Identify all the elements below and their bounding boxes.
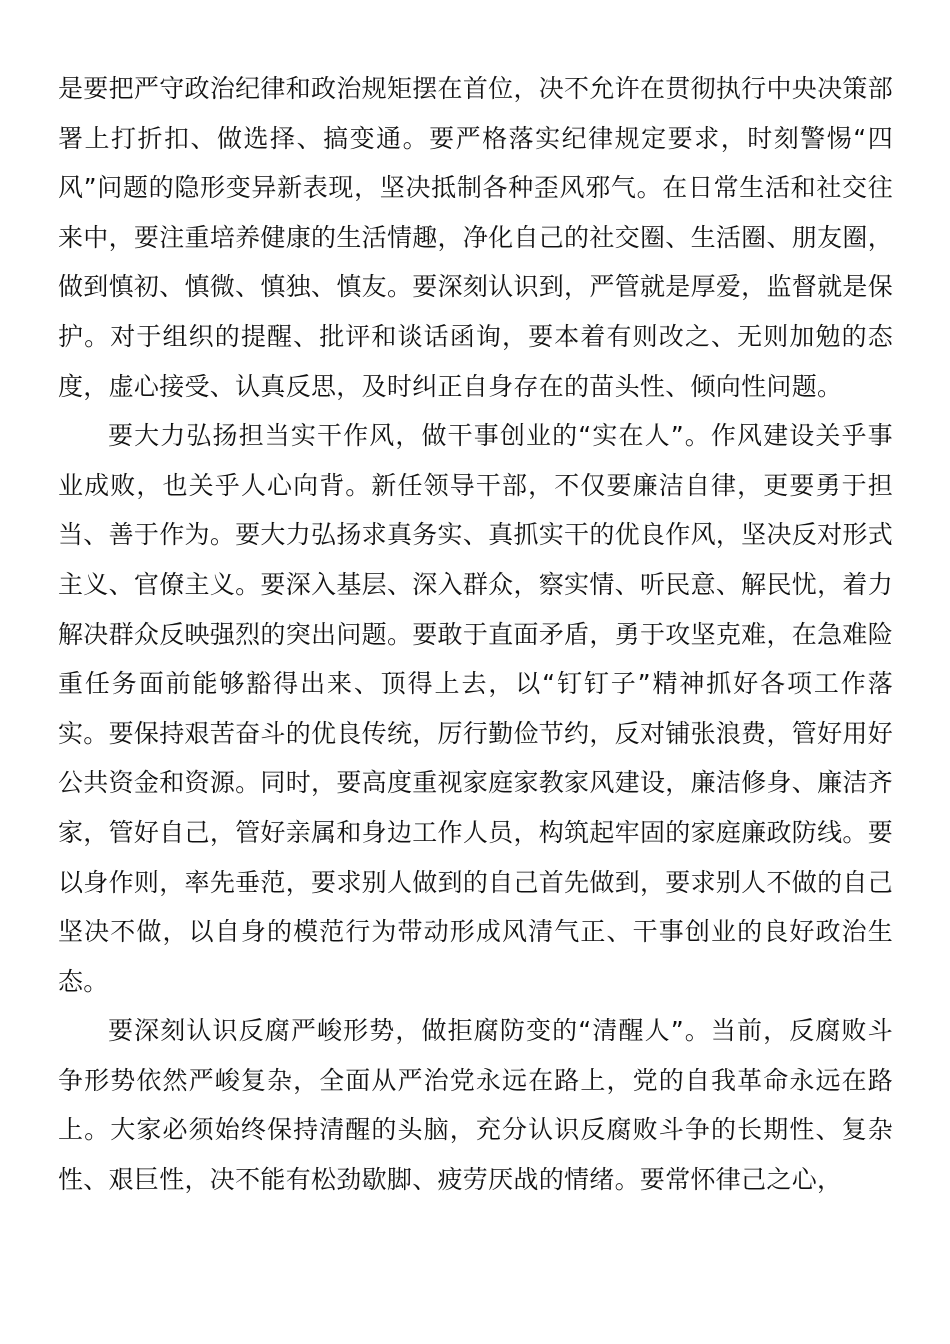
paragraph-continued: 是要把严守政治纪律和政治规矩摆在首位，决不允许在贯彻执行中央决策部署上打折扣、做选择、搞变通。要严格落实纪律规定要求，时刻警惕“四风”问题的隐形变异新表现，坚决抵制各种歪风邪气。在日常生活和社交往来中，要注重培养健康的生活情趣，净化自己的社交圈、生活圈、朋友圈，做到慎初、慎微、慎独、慎友。要深刻认识到，严管就是厚爱，监督就是保护。对于组织的提醒、批评和谈话函询，要本着有则改之、无则加勉的态度，虚心接受、认真反思，及时纠正自身存在的苗头性、倾向性问题。 (58, 74, 893, 401)
paragraph-work-style: 要大力弘扬担当实干作风，做干事创业的“实在人”。作风建设关乎事业成败，也关乎人心向背。新任领导干部，不仅要廉洁自律，更要勇于担当、善于作为。要大力弘扬求真务实、真抓实干的优良作风，坚决反对形式主义、官僚主义。要深入基层、深入群众，察实情、听民意、解民忧，着力解决群众反映强烈的突出问题。要敢于直面矛盾，勇于攻坚克难，在急难险重任务面前能够豁得出来、顶得上去，以“钉钉子”精神抓好各项工作落实。要保持艰苦奋斗的优良传统，厉行勤俭节约，反对铺张浪费，管好用好公共资金和资源。同时，要高度重视家庭家教家风建设，廉洁修身、廉洁齐家，管好自己，管好亲属和身边工作人员，构筑起牢固的家庭廉政防线。要以身作则，率先垂范，要求别人做到的自己首先做到，要求别人不做的自己坚决不做，以自身的模范行为带动形成风清气正、干事创业的良好政治生态。 (58, 421, 893, 996)
document-page (58, 64, 893, 1205)
paragraph-anti-corruption: 要深刻认识反腐严峻形势，做拒腐防变的“清醒人”。当前，反腐败斗争形势依然严峻复杂，全面从严治党永远在路上，党的自我革命永远在路上。大家必须始终保持清醒的头脑，充分认识反腐败斗争的长期性、复杂性、艰巨性，决不能有松劲歇脚、疲劳厌战的情绪。要常怀律己之心， (58, 1016, 893, 1195)
